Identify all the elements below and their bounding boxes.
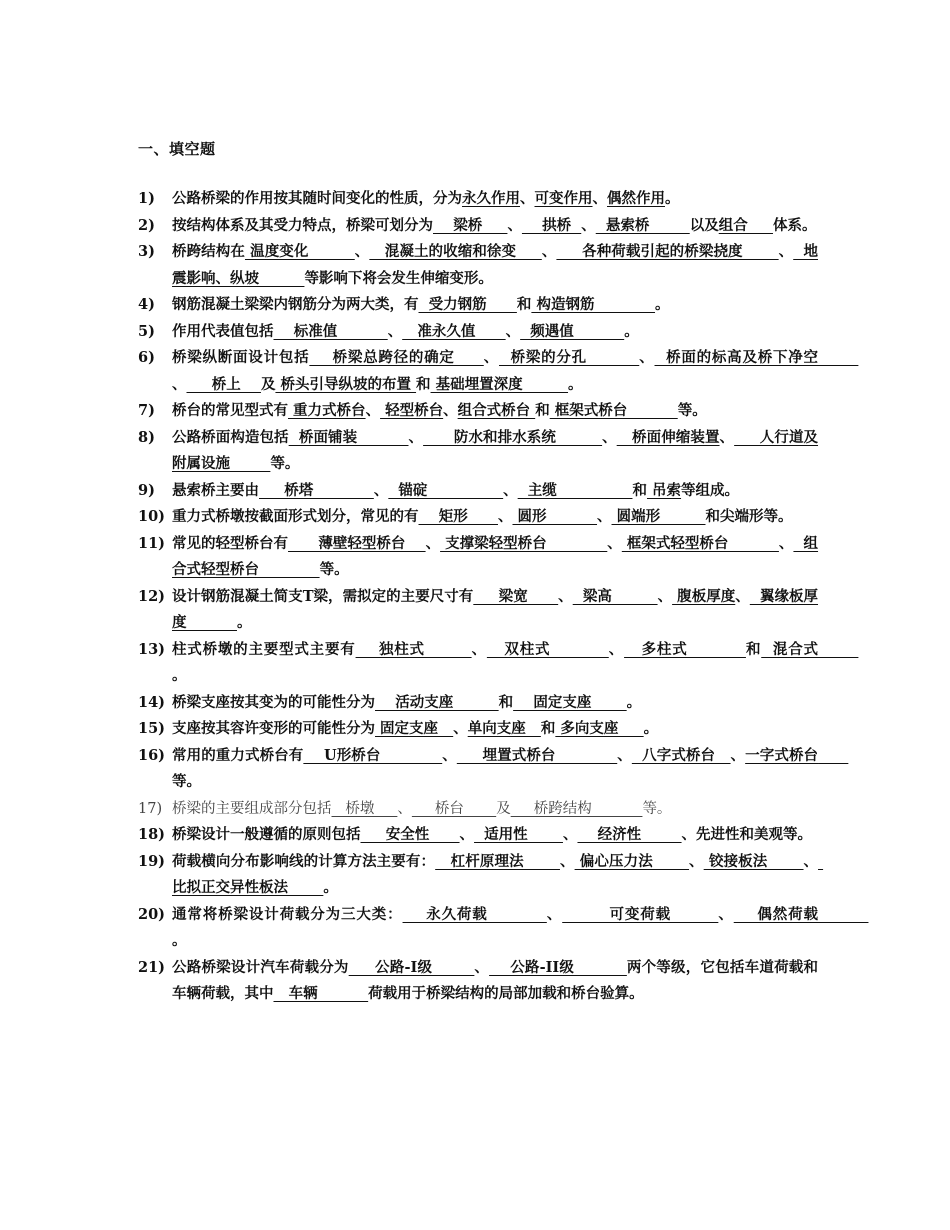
answer-blank: 防水和排水系统 bbox=[423, 428, 603, 446]
question-text bbox=[172, 213, 818, 240]
answer-blank: 梁宽 bbox=[473, 587, 559, 605]
answer-blank: 频遇值 bbox=[520, 322, 625, 340]
answer-blank: 吊索 bbox=[646, 481, 682, 499]
question-text-segment: 、 bbox=[474, 958, 490, 976]
question-text-segment: 、 bbox=[365, 402, 381, 419]
answer-blank: 永久荷载 bbox=[402, 905, 547, 923]
answer-blank: 偶然作用 bbox=[607, 190, 665, 207]
question-item bbox=[138, 716, 818, 743]
question-number: 16) bbox=[138, 746, 166, 764]
question-text-segment: 、 bbox=[459, 826, 475, 843]
answer-blank: 重力式桥台 bbox=[288, 402, 366, 419]
question-text-segment: 通常将桥梁设计荷载分为三大类： bbox=[172, 905, 403, 923]
question-text-segment: 和 bbox=[632, 481, 647, 499]
question-text-segment: 等。 bbox=[319, 561, 349, 578]
question-number: 14) bbox=[138, 693, 166, 711]
answer-blank: 桥面铺装 bbox=[288, 428, 409, 446]
question-text-segment: 荷载横向分布影响线的计算方法主要有： bbox=[172, 852, 436, 870]
answer-blank: 独柱式 bbox=[355, 640, 472, 658]
question-text-segment: 、 bbox=[483, 349, 500, 366]
question-text-segment: 。 bbox=[568, 375, 583, 393]
answer-blank: 受力钢筋 bbox=[418, 296, 517, 313]
answer-blank: 薄壁轻型桥台 bbox=[288, 534, 426, 552]
answer-blank: 混合式 bbox=[761, 640, 859, 658]
question-text bbox=[172, 531, 818, 584]
question-text bbox=[172, 902, 869, 955]
question-number: 11) bbox=[138, 534, 166, 552]
question-text-segment: 和尖端形等。 bbox=[705, 508, 793, 525]
question-text-segment: 公路桥梁的作用按其随时间变化的性质，分为 bbox=[172, 190, 462, 207]
answer-blank: 双柱式 bbox=[486, 640, 609, 658]
question-text-segment: 、 bbox=[597, 508, 612, 525]
question-text-segment: 、 bbox=[443, 402, 458, 419]
answer-blank: 桥梁的分孔 bbox=[499, 349, 640, 366]
question-item bbox=[138, 584, 818, 637]
question-text-segment: 、 bbox=[558, 587, 573, 605]
answer-blank: 可变荷载 bbox=[562, 905, 719, 923]
question-text-segment: 、 bbox=[562, 826, 578, 843]
answer-blank: 梁桥 bbox=[433, 216, 508, 234]
question-text-segment: 钢筋混凝土梁梁内钢筋分为两大类，有 bbox=[172, 296, 419, 313]
question-text-segment: 、 bbox=[520, 190, 535, 207]
question-text bbox=[172, 743, 849, 796]
question-text-segment: 荷载用于桥梁结构的局部加载和桥台验算。 bbox=[368, 985, 644, 1002]
question-text-segment: 和 bbox=[516, 296, 532, 313]
answer-blank: 基础埋置深度 bbox=[430, 375, 569, 393]
answer-blank: 桥台 bbox=[411, 800, 497, 817]
question-number: 12) bbox=[138, 587, 166, 605]
question-text-segment: 和 bbox=[540, 720, 556, 737]
question-text-segment: 、 bbox=[546, 905, 563, 923]
question-text-segment: 等。 bbox=[642, 800, 672, 817]
answer-blank: 桥梁总跨径的确定 bbox=[309, 349, 484, 366]
answer-blank: 锚碇 bbox=[388, 481, 504, 499]
question-text-segment: 、 bbox=[778, 534, 794, 552]
question-text-segment: 等。 bbox=[270, 455, 300, 472]
question-item bbox=[138, 849, 824, 902]
answer-blank: 单向支座 bbox=[467, 720, 541, 737]
question-text-segment: 、 bbox=[592, 190, 607, 207]
answer-blank: 多向支座 bbox=[555, 720, 644, 737]
question-text-segment: 、 bbox=[639, 349, 655, 366]
question-text bbox=[172, 690, 818, 717]
answer-blank: 框架式轻型桥台 bbox=[621, 534, 779, 552]
question-text-segment: 、 bbox=[778, 243, 794, 260]
question-text bbox=[172, 239, 818, 292]
answer-blank: U形桥台 bbox=[303, 746, 443, 764]
question-text-segment: 、 bbox=[397, 800, 412, 817]
question-item bbox=[138, 637, 859, 690]
answer-blank: 组合式桥台 bbox=[457, 402, 536, 419]
question-item bbox=[138, 504, 818, 531]
answer-blank: 准永久值 bbox=[402, 322, 506, 340]
question-text bbox=[172, 292, 818, 319]
question-text bbox=[172, 822, 818, 849]
question-item bbox=[138, 398, 818, 425]
question-text-segment: 、 bbox=[172, 375, 187, 393]
answer-blank: 偶然荷载 bbox=[733, 905, 869, 923]
answer-blank: 可变作用 bbox=[534, 190, 593, 207]
question-text-segment: 、 bbox=[425, 534, 441, 552]
question-text-segment: 、 bbox=[354, 243, 370, 260]
question-text-segment: 桥台的常见型式有 bbox=[172, 402, 288, 419]
answer-blank: 圆端形 bbox=[611, 508, 706, 525]
question-number: 2) bbox=[138, 216, 155, 234]
question-text-segment: 。 bbox=[655, 296, 670, 313]
question-text-segment: 和 bbox=[416, 375, 431, 393]
question-text-segment: 作用代表值包括 bbox=[172, 322, 274, 340]
answer-blank: 主缆 bbox=[517, 481, 633, 499]
answer-blank: 八字式桥台 bbox=[631, 746, 731, 764]
question-text-segment: 、 bbox=[735, 587, 750, 605]
question-number: 21) bbox=[138, 958, 166, 976]
question-text-segment: 、 bbox=[559, 852, 575, 870]
question-item bbox=[138, 796, 818, 823]
answer-blank: 温度变化 bbox=[244, 243, 355, 260]
question-text-segment: 、 bbox=[497, 508, 513, 525]
question-item bbox=[138, 743, 849, 796]
answer-blank: 铰接板法 bbox=[703, 852, 804, 870]
question-text bbox=[172, 504, 818, 531]
question-text-segment: 常见的轻型桥台有 bbox=[172, 534, 289, 552]
section-title: 一、填空题 bbox=[138, 140, 216, 158]
question-text-segment: 等。 bbox=[172, 773, 201, 790]
question-text-segment: 按结构体系及其受力特点，桥梁可划分为 bbox=[172, 216, 433, 234]
question-text-segment: 两个等级，它包括车道荷载和车辆荷载，其中 bbox=[172, 958, 819, 1002]
question-text-segment: 、 bbox=[373, 481, 389, 499]
question-text-segment: 等影响下将会发生伸缩变形。 bbox=[304, 269, 493, 287]
question-number: 6) bbox=[138, 349, 155, 366]
question-number: 1) bbox=[138, 190, 155, 207]
answer-blank: 轻型桥台 bbox=[380, 402, 444, 419]
question-number: 7) bbox=[138, 402, 155, 419]
answer-blank: 桥塔 bbox=[259, 481, 374, 499]
question-text-segment: 和 bbox=[745, 640, 762, 658]
question-number: 17) bbox=[138, 800, 163, 817]
answer-blank: 拱桥 bbox=[521, 216, 582, 234]
question-text-segment: 及 bbox=[496, 800, 511, 817]
answer-blank: 桥头引导纵坡的布置 bbox=[275, 375, 417, 393]
answer-blank: 桥面伸缩装置 bbox=[616, 428, 720, 446]
question-text bbox=[172, 796, 818, 823]
question-text bbox=[172, 716, 818, 743]
question-text-segment: 、 bbox=[602, 428, 617, 446]
question-text bbox=[172, 849, 824, 902]
question-text-segment: 、 bbox=[607, 534, 622, 552]
question-text-segment: 常用的重力式桥台有 bbox=[172, 746, 304, 764]
question-item bbox=[138, 531, 818, 584]
answer-blank: 各种荷载引起的桥梁挠度 bbox=[556, 243, 779, 260]
answer-blank: 桥上 bbox=[186, 375, 261, 393]
question-text-segment: 桥梁纵断面设计包括 bbox=[172, 349, 310, 366]
answer-blank: 桥面的标高及桥下净空 bbox=[654, 349, 859, 366]
question-text-segment: 、 bbox=[730, 746, 746, 764]
question-text-segment: 。 bbox=[236, 614, 252, 631]
question-text-segment: 桥梁的主要组成部分包括 bbox=[172, 800, 332, 817]
question-number: 9) bbox=[138, 481, 155, 499]
question-text-segment: 和 bbox=[535, 402, 550, 419]
question-number: 13) bbox=[138, 640, 166, 658]
answer-blank: 组合 bbox=[718, 216, 773, 234]
answer-blank: 悬索桥 bbox=[595, 216, 690, 234]
answer-blank: 车辆 bbox=[273, 985, 369, 1002]
question-item bbox=[138, 478, 818, 505]
question-text-segment: 。 bbox=[643, 720, 659, 737]
question-text bbox=[172, 425, 818, 478]
question-number: 3) bbox=[138, 243, 155, 260]
question-text-segment: 、 bbox=[503, 481, 518, 499]
question-text-segment: 、 bbox=[505, 322, 521, 340]
question-number: 19) bbox=[138, 852, 166, 870]
question-text-segment: 体系。 bbox=[772, 216, 817, 234]
question-text-segment: 桥梁设计一般遵循的原则包括 bbox=[172, 826, 361, 843]
answer-blank: 公路-I级 bbox=[348, 958, 475, 976]
question-text-segment: 悬索桥主要由 bbox=[172, 481, 259, 499]
answer-blank: 组合式轻型桥台 bbox=[172, 534, 819, 578]
answer-blank: 地震影响、纵坡 bbox=[172, 243, 819, 287]
answer-blank: 框架式桥台 bbox=[549, 402, 678, 419]
question-number: 8) bbox=[138, 428, 155, 446]
question-text bbox=[172, 584, 818, 637]
answer-blank: 埋置式桥台 bbox=[456, 746, 618, 764]
answer-blank: 活动支座 bbox=[375, 693, 499, 711]
question-text-segment: 、 bbox=[581, 216, 596, 234]
question-text bbox=[172, 186, 818, 213]
question-item bbox=[138, 955, 818, 1008]
question-item bbox=[138, 345, 859, 398]
question-number: 4) bbox=[138, 296, 155, 313]
question-text-segment: 重力式桥墩按截面形式划分，常见的有 bbox=[172, 508, 419, 525]
question-text-segment: 、先进性和美观等。 bbox=[681, 826, 813, 843]
question-text-segment: 桥跨结构在 bbox=[172, 243, 245, 260]
answer-blank: 腹板厚度 bbox=[672, 587, 736, 605]
answer-blank: 固定支座 bbox=[375, 720, 454, 737]
question-text bbox=[172, 955, 818, 1008]
question-text-segment: 、 bbox=[453, 720, 468, 737]
answer-blank: 矩形 bbox=[418, 508, 498, 525]
question-item bbox=[138, 822, 818, 849]
question-number: 18) bbox=[138, 826, 166, 843]
answer-blank: 适用性 bbox=[474, 826, 563, 843]
question-text-segment: 支座按其容许变形的可能性分为 bbox=[172, 720, 375, 737]
question-text-segment: 、 bbox=[617, 746, 632, 764]
question-text-segment: 及 bbox=[260, 375, 276, 393]
question-list bbox=[138, 186, 869, 1008]
question-text-segment: 。 bbox=[172, 667, 187, 684]
question-text-segment: 等组成。 bbox=[681, 481, 740, 499]
answer-blank: 标准值 bbox=[273, 322, 388, 340]
question-number: 20) bbox=[138, 905, 166, 923]
question-text-segment: 。 bbox=[626, 693, 642, 711]
question-item bbox=[138, 239, 818, 292]
question-number: 5) bbox=[138, 322, 155, 340]
question-number: 10) bbox=[138, 508, 166, 525]
question-text-segment: 、 bbox=[507, 216, 522, 234]
question-text-segment: 、 bbox=[442, 746, 457, 764]
question-text-segment: 。 bbox=[665, 190, 680, 207]
question-text-segment: 、 bbox=[608, 640, 625, 658]
question-text bbox=[172, 637, 859, 690]
question-text-segment: 。 bbox=[624, 322, 639, 340]
answer-blank: 经济性 bbox=[577, 826, 682, 843]
question-text-segment: 、 bbox=[471, 640, 487, 658]
question-text-segment: 。 bbox=[323, 879, 338, 896]
answer-blank: 一字式桥台 bbox=[745, 746, 849, 764]
question-text-segment: 、 bbox=[657, 587, 673, 605]
question-text-segment: 设计钢筋混凝土简支T梁，需拟定的主要尺寸有 bbox=[172, 587, 474, 605]
question-text-segment: 、 bbox=[719, 428, 735, 446]
answer-blank: 桥墩 bbox=[331, 800, 398, 817]
answer-blank: 支撑梁轻型桥台 bbox=[440, 534, 608, 552]
question-text-segment: 和 bbox=[498, 693, 514, 711]
question-text-segment: 、 bbox=[689, 852, 704, 870]
question-item bbox=[138, 902, 869, 955]
question-item bbox=[138, 319, 818, 346]
answer-blank: 构造钢筋 bbox=[531, 296, 656, 313]
question-text-segment: 以及 bbox=[689, 216, 719, 234]
question-text bbox=[172, 319, 818, 346]
question-text bbox=[172, 478, 818, 505]
question-item bbox=[138, 292, 818, 319]
answer-blank: 混凝土的收缩和徐变 bbox=[369, 243, 542, 260]
answer-blank: 永久作用 bbox=[462, 190, 520, 207]
question-text bbox=[172, 398, 818, 425]
answer-blank: 安全性 bbox=[360, 826, 460, 843]
question-text-segment: 公路桥面构造包括 bbox=[172, 428, 289, 446]
question-text-segment: 桥梁支座按其变为的可能性分为 bbox=[172, 693, 375, 711]
question-item bbox=[138, 690, 818, 717]
answer-blank: 人行道及附属设施 bbox=[172, 428, 819, 472]
question-text-segment: 、 bbox=[718, 905, 734, 923]
answer-blank: 圆形 bbox=[512, 508, 598, 525]
question-text bbox=[172, 345, 859, 398]
question-text-segment: 、 bbox=[541, 243, 557, 260]
question-item bbox=[138, 213, 818, 240]
question-item bbox=[138, 186, 818, 213]
answer-blank: 公路-II级 bbox=[489, 958, 627, 976]
answer-blank: 梁高 bbox=[572, 587, 658, 605]
answer-blank: 固定支座 bbox=[513, 693, 627, 711]
question-text-segment: 等。 bbox=[677, 402, 707, 419]
question-text-segment: 柱式桥墩的主要型式主要有 bbox=[172, 640, 356, 658]
question-text-segment: 。 bbox=[172, 932, 187, 949]
answer-blank: 翼缘板厚度 bbox=[172, 587, 819, 631]
answer-blank: 桥跨结构 bbox=[510, 800, 643, 817]
question-text-segment: 公路桥梁设计汽车荷载分为 bbox=[172, 958, 349, 976]
question-number: 15) bbox=[138, 720, 166, 737]
answer-blank: 多柱式 bbox=[624, 640, 746, 658]
question-text-segment: 、 bbox=[803, 852, 819, 870]
question-item bbox=[138, 425, 818, 478]
answer-blank: 偏心压力法 bbox=[574, 852, 690, 870]
answer-blank: 杠杆原理法 bbox=[435, 852, 560, 870]
question-text-segment: 、 bbox=[408, 428, 424, 446]
question-text-segment: 、 bbox=[387, 322, 403, 340]
answer-blank: 比拟正交异性板法 bbox=[172, 852, 824, 896]
